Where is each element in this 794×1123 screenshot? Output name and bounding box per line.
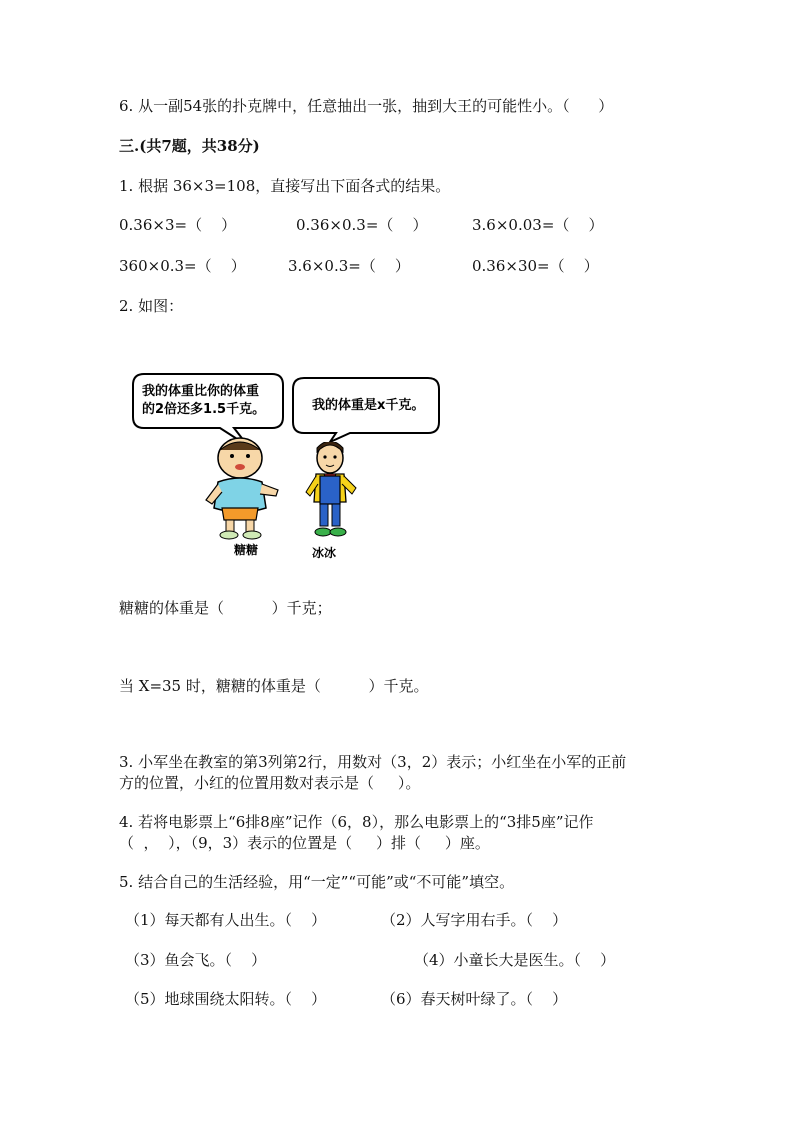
question-4-line-2: （ ， ），（9，3）表示的位置是（ ）排（ ）座。 — [119, 834, 490, 852]
q5-item: （5）地球围绕太阳转。（ ） — [125, 990, 327, 1008]
name-bingbing: 冰冰 — [312, 546, 337, 560]
bubble-left-line1: 我的体重比你的体重 — [142, 384, 260, 399]
q5-item: （1）每天都有人出生。（ ） — [125, 911, 327, 929]
q5-item: （6）春天树叶绿了。（ ） — [381, 990, 568, 1008]
question-2-stem: 2. 如图： — [119, 297, 184, 315]
question-4-line-1: 4. 若将电影票上“6排8座”记作（6，8），那么电影票上的“3排5座”记作 — [119, 813, 594, 831]
bubble-left-line2: 的2倍还多1.5千克。 — [142, 402, 266, 417]
question-1-stem: 1. 根据 36×3=108，直接写出下面各式的结果。 — [119, 177, 451, 195]
q5-item: （3）鱼会飞。（ ） — [125, 951, 267, 969]
q5-item: （2）人写字用右手。（ ） — [381, 911, 568, 929]
child-bingbing-illustration — [300, 442, 366, 546]
calc-item: 360×0.3=（ ） — [119, 257, 246, 275]
name-tangtang: 糖糖 — [234, 543, 259, 557]
calc-item: 3.6×0.03=（ ） — [472, 216, 604, 234]
section-3-title: 三.(共7题，共38分) — [119, 137, 260, 155]
calc-item: 0.36×30=（ ） — [472, 257, 599, 275]
question-2-blank-2: 当 X=35 时，糖糖的体重是（ ）千克。 — [119, 677, 429, 695]
q5-item: （4）小童长大是医生。（ ） — [414, 951, 616, 969]
question-6-prev: 6. 从一副54张的扑克牌中，任意抽出一张，抽到大王的可能性小。（ ） — [119, 97, 614, 115]
calc-item: 3.6×0.3=（ ） — [288, 257, 410, 275]
calc-item: 0.36×0.3=（ ） — [296, 216, 428, 234]
question-3-line-2: 方的位置，小红的位置用数对表示是（ ）。 — [119, 774, 421, 792]
bubble-right-text: 我的体重是x千克。 — [312, 398, 425, 413]
child-tangtang-illustration — [200, 436, 290, 546]
question-2-blank-1: 糖糖的体重是（ ）千克； — [119, 599, 332, 617]
speech-bubble-right — [290, 376, 442, 442]
calc-item: 0.36×3=（ ） — [119, 216, 237, 234]
question-3-line-1: 3. 小军坐在教室的第3列第2行，用数对（3，2）表示；小红坐在小军的正前 — [119, 753, 627, 771]
question-5-stem: 5. 结合自己的生活经验，用“一定”“可能”或“不可能”填空。 — [119, 873, 515, 891]
